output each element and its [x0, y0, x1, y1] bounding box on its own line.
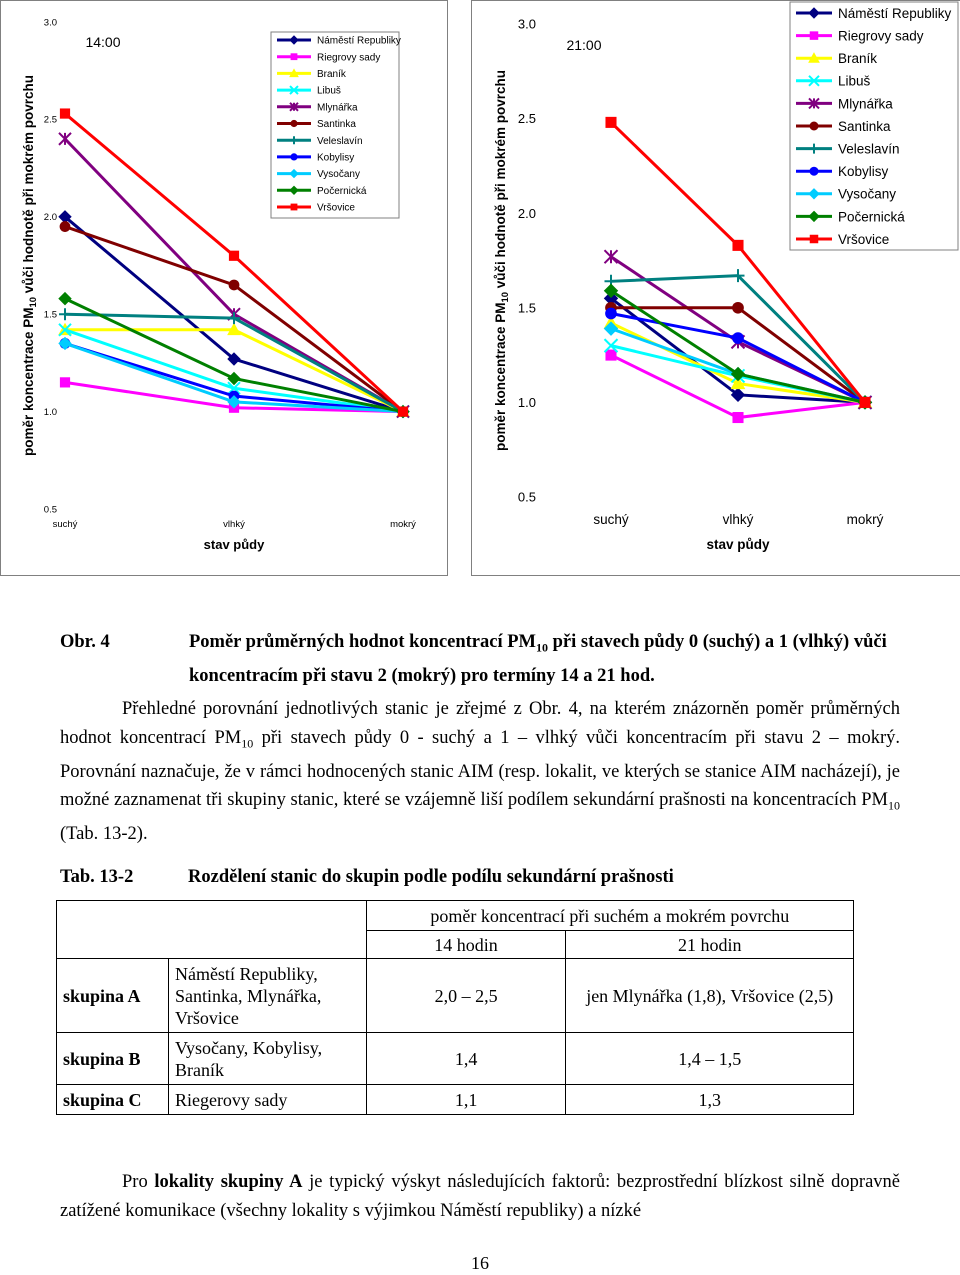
- table-row: [57, 1085, 854, 1115]
- x-axis-label: stav půdy: [706, 537, 770, 552]
- table-cell-stations: Náměstí Republiky, Santinka, Mlynářka, Vršovice: [168, 959, 366, 1033]
- legend-marker: [810, 31, 819, 39]
- chart-21h: [471, 0, 960, 576]
- x-tick-label: mokrý: [846, 512, 884, 527]
- paragraph-1-part2: při stavech půdy 0 - suchý a 1 – vlhký vůči koncentracím při stavu 2 – mokrý. Porovnání naznačuje, že v rámci hodnocených stanic AIM (resp. lokalit, ve kterých se stanice AIM nacházejí), je možné zaznamenat tři skupiny stanic, které se vzájemně liší podílem sekundární prašnosti na koncentracích PM: [60, 727, 900, 811]
- y-axis-label-part: vůči hodnotě při mokrém povrchu: [21, 74, 36, 297]
- x-tick-label: vlhký: [722, 512, 754, 527]
- data-point: [732, 302, 744, 314]
- legend-entry: Mlynářka: [838, 96, 893, 112]
- y-tick-label: 2.5: [43, 114, 57, 126]
- legend-entry: Libuš: [317, 85, 341, 97]
- x-tick-label: vlhký: [223, 519, 245, 530]
- data-point: [229, 251, 239, 261]
- table-cell-stations: Riegerovy sady: [168, 1085, 366, 1115]
- legend-entry: Vysočany: [838, 186, 897, 202]
- legend-marker: [810, 122, 819, 131]
- legend-entry: Libuš: [838, 73, 871, 89]
- chart-14h-svg: [1, 1, 447, 575]
- paragraph-1-sub1: 10: [241, 736, 254, 751]
- data-point: [59, 337, 71, 349]
- paragraph-2-before: Pro: [122, 1172, 155, 1192]
- data-point: [60, 221, 71, 232]
- data-point: [732, 332, 744, 344]
- page-number: 16: [471, 1253, 489, 1273]
- paragraph-1-part3: (Tab. 13-2).: [60, 824, 148, 845]
- data-point: [732, 412, 743, 423]
- legend-marker: [810, 167, 819, 176]
- y-tick-label: 2.0: [517, 205, 536, 221]
- legend-entry: Riegrovy sady: [838, 28, 924, 44]
- table-cell-14h: 1,4: [366, 1033, 566, 1085]
- y-axis-label-part: poměr koncentrace PM: [21, 307, 36, 457]
- legend-marker: [291, 204, 298, 211]
- legend-entry: Počernická: [317, 185, 367, 197]
- figure-caption-part1: Poměr průměrných hodnot koncentrací PM: [189, 632, 537, 652]
- legend-entry: Veleslavín: [838, 141, 900, 157]
- legend-entry: Náměstí Republiky: [317, 35, 401, 47]
- table-cell-group: skupina B: [57, 1033, 169, 1085]
- table-caption-text: Rozdělení stanic do skupin podle podílu sekundární prašnosti: [188, 867, 674, 887]
- legend-entry: Počernická: [838, 209, 905, 225]
- y-tick-label: 2.5: [517, 111, 536, 127]
- legend-entry: Vršovice: [317, 202, 355, 214]
- chart-title: 14:00: [85, 34, 121, 50]
- table-header-row-1: [57, 901, 854, 931]
- legend-entry: Mlynářka: [317, 102, 358, 114]
- legend-entry: Vysočany: [317, 169, 360, 181]
- legend-entry: Veleslavín: [317, 135, 363, 147]
- data-point: [605, 350, 616, 361]
- figure-caption-text: [189, 628, 909, 690]
- legend-entry: Kobylisy: [317, 152, 355, 164]
- y-tick-label: 1.5: [43, 309, 57, 321]
- figure-caption-sub: 10: [536, 640, 549, 655]
- table-cell-group: skupina C: [57, 1085, 169, 1115]
- legend-marker: [290, 153, 297, 160]
- table-cell-14h: 2,0 – 2,5: [366, 959, 566, 1033]
- chart-21h-svg: [472, 1, 960, 575]
- legend-marker: [291, 53, 298, 60]
- table-cell-stations: Vysočany, Kobylisy, Braník: [168, 1033, 366, 1085]
- paragraph-1-part1: Přehledné porovnání jednotlivých stanic je zřejmé z Obr. 4, na kterém znázorněn poměr průměrných hodnot koncentrací PM: [60, 699, 900, 748]
- legend-marker: [810, 235, 819, 244]
- table-label: Tab. 13-2: [60, 867, 134, 887]
- legend: [271, 32, 401, 218]
- paragraph-2: [60, 1168, 900, 1225]
- paragraph-2-bold: lokality skupiny A: [154, 1172, 303, 1192]
- x-axis-label: stav půdy: [203, 537, 265, 552]
- table-cell-21h: 1,4 – 1,5: [566, 1033, 854, 1085]
- table-header-14h: 14 hodin: [366, 931, 566, 959]
- x-tick-label: suchý: [52, 519, 78, 530]
- data-point: [228, 312, 240, 324]
- data-point: [605, 117, 616, 128]
- table-cell-14h: 1,1: [366, 1085, 566, 1115]
- legend-entry: Braník: [838, 51, 878, 67]
- y-tick-label: 2.0: [43, 212, 57, 224]
- table-empty-corner: [57, 901, 367, 959]
- paragraph-1: [60, 695, 900, 849]
- y-axis-label-part: vůči hodnotě při mokrém povrchu: [493, 69, 508, 292]
- legend-entry: Kobylisy: [838, 164, 889, 180]
- legend-entry: Santinka: [317, 119, 356, 131]
- paragraph-2-after: je typický výskyt následujících faktorů: bezprostřední blízkost silně dopravně zatížené komunikace (všechny lokality s výjimkou Náměstí republiky) a nízké: [60, 1172, 901, 1221]
- chart-14h: [0, 0, 448, 576]
- y-tick-label: 0.5: [517, 489, 536, 505]
- table-header-group: poměr koncentrací při suchém a mokrém povrchu: [366, 901, 853, 931]
- data-point: [59, 133, 71, 145]
- data-point: [229, 280, 240, 291]
- x-tick-label: suchý: [593, 512, 629, 527]
- data-point: [59, 308, 71, 320]
- data-point: [60, 377, 70, 387]
- table-row: [57, 959, 854, 1033]
- y-axis-label-sub: 10: [500, 292, 511, 303]
- figure-caption-part2: při stavech půdy 0 (suchý) a 1 (vlhký) vůči koncentracím při stavu 2 (mokrý) pro termíny 14 a 21 hod.: [189, 632, 887, 686]
- data-point: [605, 308, 617, 320]
- x-tick-label: mokrý: [390, 519, 416, 530]
- data-point: [59, 293, 71, 305]
- data-point: [732, 240, 743, 251]
- legend-entry: Riegrovy sady: [317, 52, 381, 64]
- y-axis-label-part: poměr koncentrace PM: [493, 302, 508, 452]
- data-point: [859, 397, 870, 408]
- legend-entry: Vršovice: [838, 231, 890, 247]
- y-tick-label: 0.5: [43, 504, 57, 516]
- y-tick-label: 1.5: [517, 300, 536, 316]
- y-tick-label: 1.0: [43, 406, 57, 418]
- table-row: [57, 1033, 854, 1085]
- groups-table: [56, 900, 854, 1115]
- paragraph-1-sub2: 10: [888, 798, 900, 813]
- table-cell-21h: jen Mlynářka (1,8), Vršovice (2,5): [566, 959, 854, 1033]
- data-point: [605, 250, 618, 263]
- y-tick-label: 1.0: [517, 394, 536, 410]
- y-tick-label: 3.0: [43, 17, 57, 29]
- figure-label: Obr. 4: [60, 632, 110, 652]
- data-point: [60, 108, 70, 118]
- legend: [790, 2, 958, 250]
- table-cell-21h: 1,3: [566, 1085, 854, 1115]
- y-axis-label-sub: 10: [28, 297, 39, 308]
- chart-title: 21:00: [566, 37, 602, 53]
- legend-entry: Braník: [317, 69, 346, 80]
- legend-entry: Náměstí Republiky: [838, 5, 952, 21]
- y-axis-label: [21, 75, 39, 456]
- data-point: [398, 407, 408, 417]
- table-header-21h: 21 hodin: [566, 931, 854, 959]
- y-tick-label: 3.0: [517, 16, 536, 32]
- legend-entry: Santinka: [838, 118, 891, 134]
- y-axis-label: [493, 70, 511, 451]
- legend-marker: [290, 120, 297, 127]
- table-cell-group: skupina A: [57, 959, 169, 1033]
